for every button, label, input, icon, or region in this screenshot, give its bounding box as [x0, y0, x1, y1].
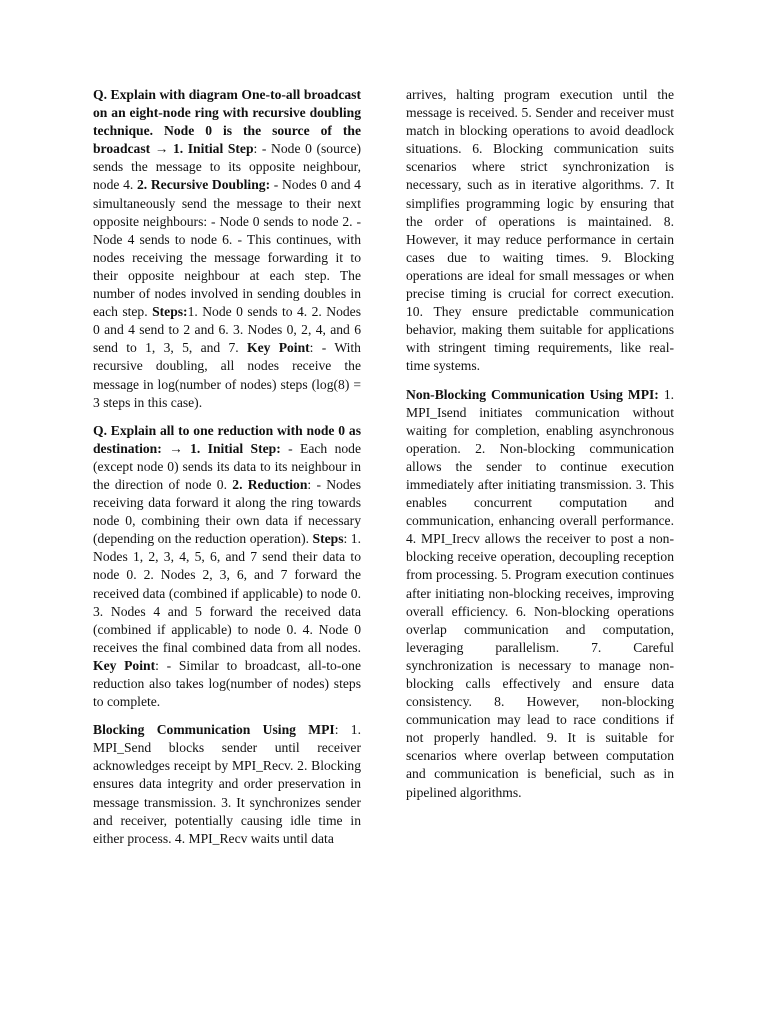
broadcast-step2-label: 2. Recursive Doubling: — [136, 177, 271, 193]
blocking-heading: Blocking Communication Using MPI — [93, 722, 335, 738]
broadcast-heading: Q. Explain with diagram One-to-all broadcast on an eight-node ring with recursive doubling technique. Node 0 is the source of the broadcast → — [93, 87, 361, 157]
reduction-keypoint-label: Key Point — [93, 657, 156, 673]
broadcast-steps-label: Steps: — [152, 304, 188, 320]
nonblocking-heading: Non-Blocking Communication Using MPI: — [406, 386, 659, 402]
reduction-keypoint-text: : - Similar to broadcast, all-to-one reduction also takes log(number of nodes) steps to complete. — [93, 657, 361, 710]
reduction-steps-label: Steps — [312, 531, 344, 547]
reduction-step2-label: 2. Reduction — [232, 476, 308, 492]
nonblocking-paragraph — [406, 386, 674, 802]
broadcast-keypoint-label: Key Point — [247, 340, 310, 356]
blocking-continued-paragraph — [406, 86, 674, 376]
broadcast-paragraph — [93, 86, 361, 412]
reduction-paragraph — [93, 422, 361, 712]
broadcast-keypoint-text: : - With recursive doubling, all nodes receive the message in log(number of nodes) steps (log(8) = 3 steps in this case). — [93, 340, 361, 410]
blocking-continued-text: arrives, halting program execution until the message is received. 5. Sender and receiver must match in blocking operations to avoid deadlock situations. 6. Blocking communication suits scenarios where strict synchronization is necessary, such as in iterative algorithms. 7. It simplifies programming logic by ensuring that the order of operations is maintained. 8. However, it may reduce performance in certain cases due to waiting times. 9. Blocking operations are ideal for small messages or when precise timing is crucial for correct execution. 10. They ensure predictable communication behavior, making them suitable for applications with stringent timing requirements, like real-time systems. — [406, 87, 674, 374]
broadcast-step2-text: - Nodes 0 and 4 simultaneously send the message to their next opposite neighbours: - Node 0 sends to node 2. - Node 4 sends to node 6. - This continues, with nodes receiving the message forwarding it to their opposite neighbour at each step. The number of nodes involved in sending doubles in each step. — [93, 177, 361, 320]
reduction-step1-text: - Each node (except node 0) sends its data to its neighbour in the direction of node 0. — [93, 440, 361, 492]
blocking-paragraph — [93, 721, 361, 848]
broadcast-step1-text: : - Node 0 (source) sends the message to its opposite neighbour, node 4. — [93, 141, 361, 193]
reduction-heading: Q. Explain all to one reduction with node 0 as destination: → 1. Initial Step: — [93, 422, 361, 456]
broadcast-step1-label: 1. Initial Step — [172, 141, 254, 157]
reduction-step2-text: : - Nodes receiving data forward it along the ring towards node 0, combining their own data if necessary (depending on the reduction operation). — [93, 476, 361, 547]
right-column — [406, 86, 674, 812]
broadcast-steps-text: 1. Node 0 sends to 4. 2. Nodes 0 and 4 send to 2 and 6. 3. Nodes 0, 2, 4, and 6 send to 1, 3, 5, and 7. — [93, 304, 361, 356]
blocking-text: : 1. MPI_Send blocks sender until receiver acknowledges receipt by MPI_Recv. 2. Blocking ensures data integrity and order preservation in message transmission. 3. It synchronizes sender and receiver, potentially causing idle time in either process. 4. MPI_Recv waits until data — [93, 722, 361, 846]
nonblocking-text: 1. MPI_Isend initiates communication without waiting for completion, enabling asynchronous operation. 2. Non-blocking communication allows the sender to continue execution immediately after initiating transmission. 3. This enables concurrent computation and communication, enhancing overall performance. 4. MPI_Irecv allows the receiver to post a non-blocking receive operation, decoupling reception from processing. 5. Program execution continues after initiating non-blocking receives, improving overall efficiency. 6. Non-blocking operations overlap communication and computation, leveraging parallelism. 7. Careful synchronization is necessary to manage non-blocking calls effectively and ensure data consistency. 8. However, non-blocking communication may lead to race conditions if not properly handled. 9. It is suitable for scenarios where overlap between computation and communication is beneficial, such as in pipelined algorithms. — [406, 386, 675, 800]
left-column — [93, 86, 361, 858]
reduction-steps-text: : 1. Nodes 1, 2, 3, 4, 5, 6, and 7 send their data to node 0. 2. Nodes 2, 3, 6, and 7 forward the received data (combined if applicable) to node 0. 3. Nodes 4 and 5 forward the received data (combined if applicable) to node 0. 4. Node 0 receives the final combined data from all nodes. — [93, 531, 361, 655]
